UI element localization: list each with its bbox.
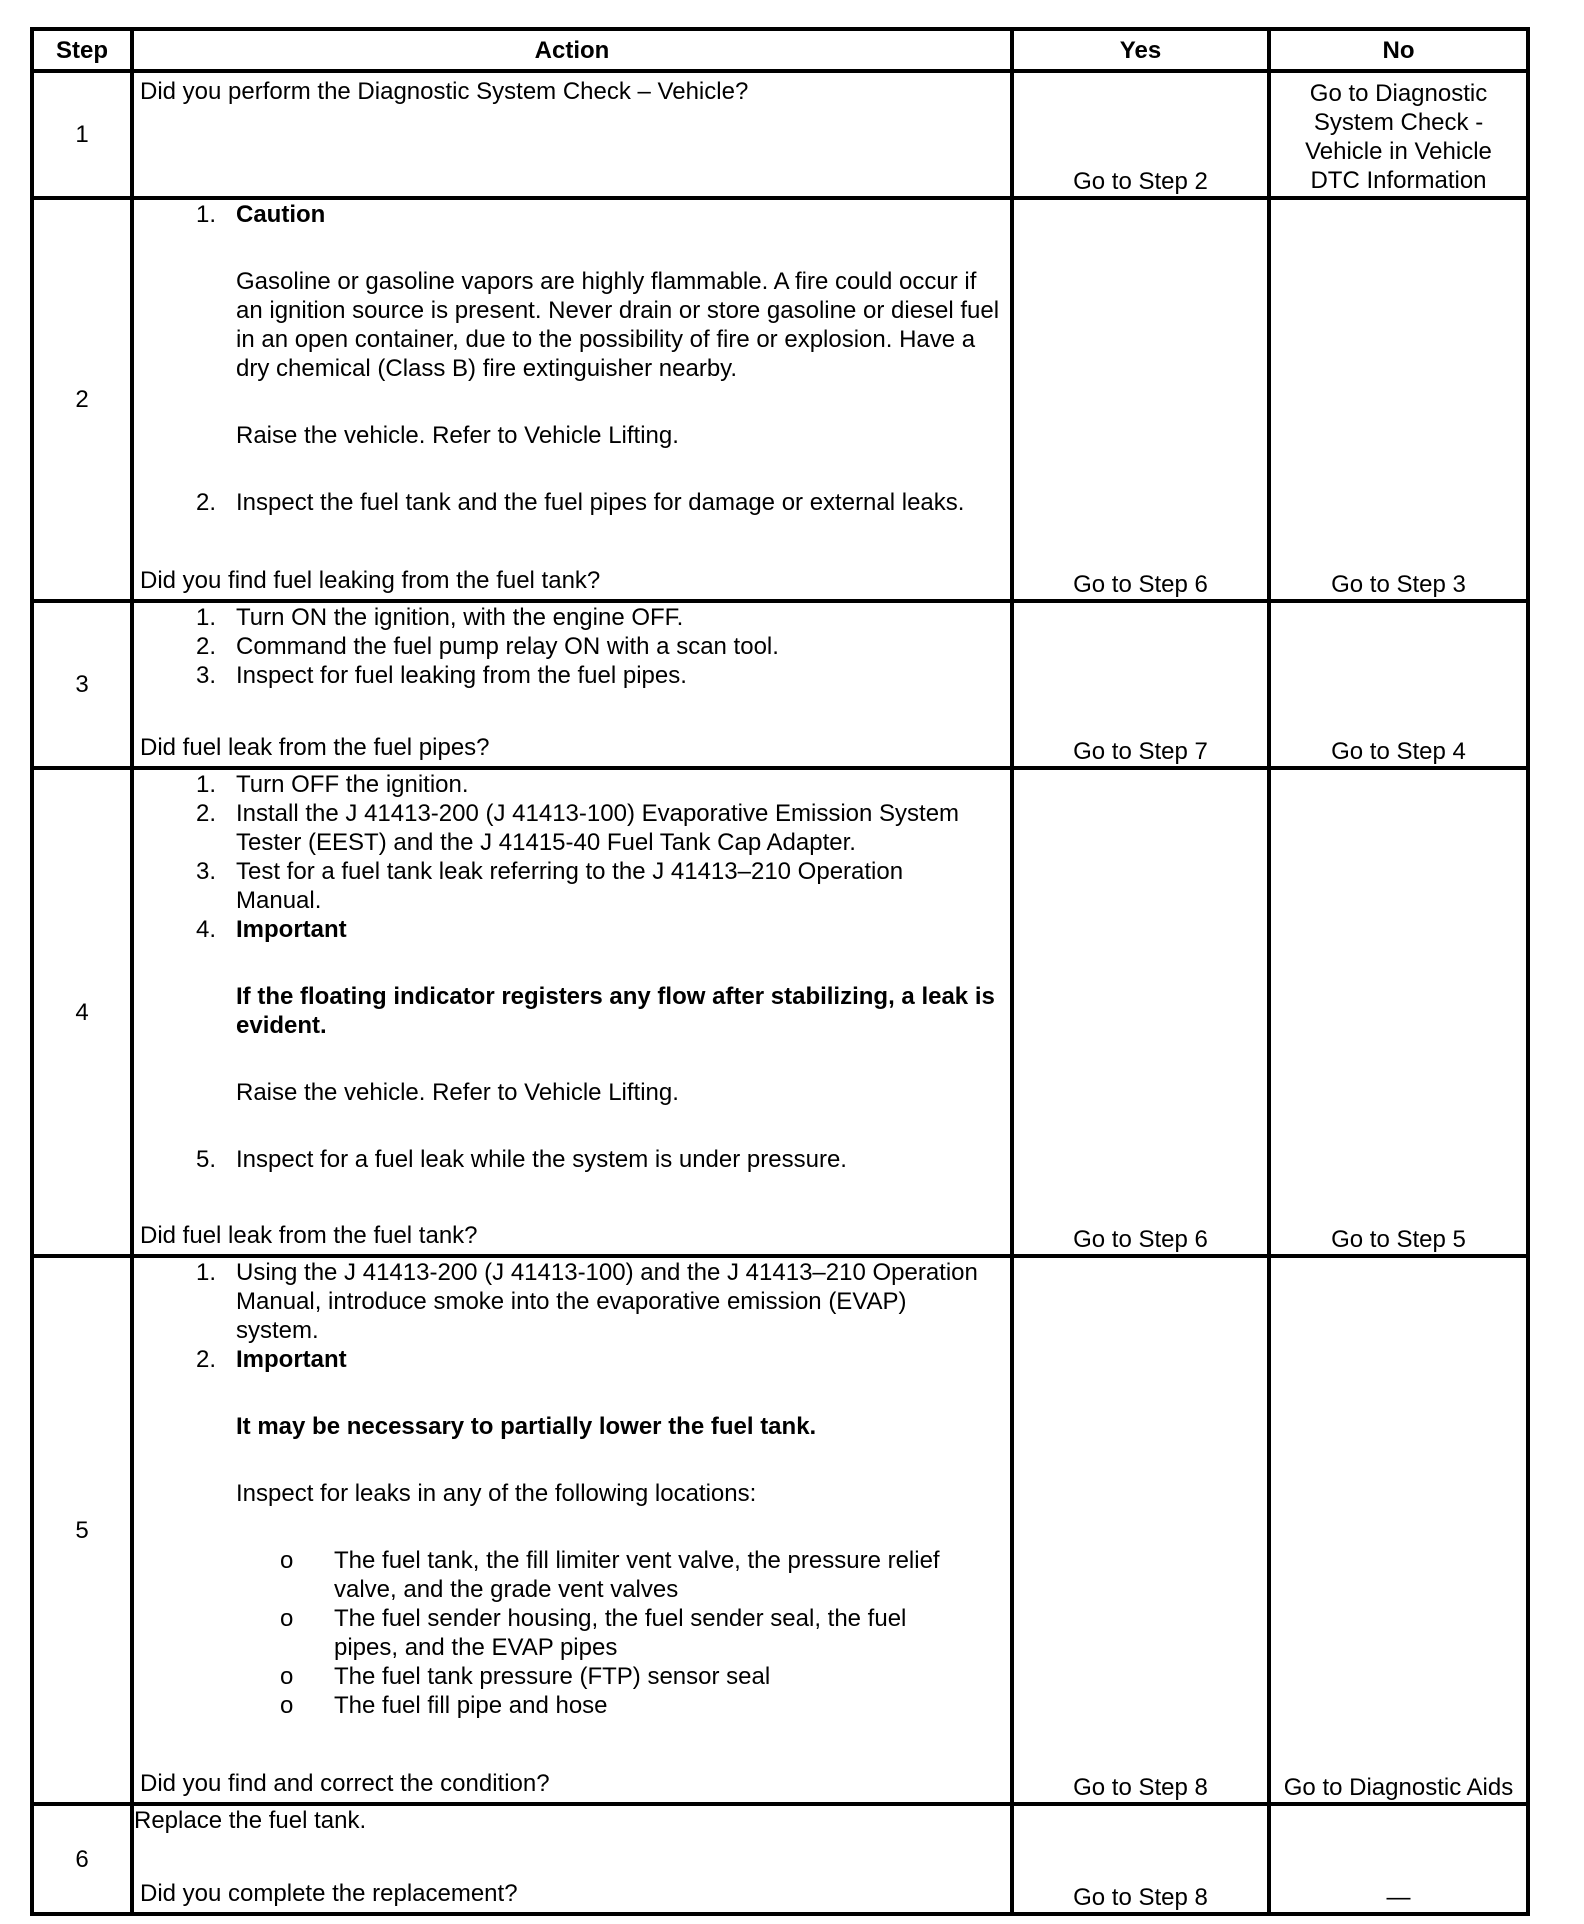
table-row — [32, 1256, 1528, 1804]
question-text: Did you find fuel leaking from the fuel tank? — [140, 567, 601, 594]
instruction-text: Inspect for leaks in any of the following locations: — [236, 1480, 757, 1507]
yes-cell: Go to Step 6 — [1012, 768, 1269, 1256]
list-item — [134, 661, 1010, 690]
bullet-item — [280, 1662, 1010, 1691]
action-cell — [132, 198, 1012, 601]
table-row — [32, 601, 1528, 768]
bullet-icon: o — [280, 1547, 294, 1574]
table-row — [32, 768, 1528, 1256]
question-text: Did you perform the Diagnostic System Check – Vehicle? — [140, 78, 749, 105]
item-number: 3. — [196, 662, 217, 689]
action-cell — [132, 768, 1012, 1256]
no-cell: Go to Step 5 — [1269, 768, 1528, 1256]
yes-cell: Go to Step 7 — [1012, 601, 1269, 768]
no-cell: Go to Step 4 — [1269, 601, 1528, 768]
bullet-item — [280, 1604, 1010, 1662]
item-number: 1. — [196, 201, 217, 228]
caution-text: Gasoline or gasoline vapors are highly flammable. A fire could occur if an ignition source is present. Never drain or store gasoline or diesel fuel in an open container, due to the possibility of fire or explosion. Have a dry chemical (Class B) fire extinguisher nearby. — [236, 268, 1000, 382]
item-number: 2. — [196, 1346, 217, 1373]
caution-title: Caution — [236, 201, 326, 228]
step-number: 3 — [32, 601, 132, 768]
header-action: Action — [132, 29, 1012, 71]
item-text: Inspect for fuel leaking from the fuel pipes. — [236, 662, 687, 689]
list-item — [134, 1145, 1010, 1174]
item-text: Turn ON the ignition, with the engine OFF. — [236, 604, 684, 631]
item-text: Install the J 41413-200 (J 41413-100) Evaporative Emission System Tester (EEST) and the J 41415-40 Fuel Tank Cap Adapter. — [236, 800, 960, 856]
yes-cell: Go to Step 8 — [1012, 1256, 1269, 1804]
item-number: 4. — [196, 916, 217, 943]
instruction-text: Replace the fuel tank. — [134, 1807, 367, 1834]
no-cell: Go to Diagnostic Aids — [1269, 1256, 1528, 1804]
bullet-icon: o — [280, 1663, 294, 1690]
no-line: System Check - — [1313, 109, 1484, 136]
no-cell — [1269, 71, 1528, 198]
table-row — [32, 1804, 1528, 1914]
yes-cell: Go to Step 8 — [1012, 1804, 1269, 1914]
item-text: Inspect the fuel tank and the fuel pipes for damage or external leaks. — [236, 489, 965, 516]
yes-cell: Go to Step 6 — [1012, 198, 1269, 601]
bullet-text: The fuel sender housing, the fuel sender seal, the fuel pipes, and the EVAP pipes — [334, 1605, 907, 1661]
yes-cell: Go to Step 2 — [1012, 71, 1269, 198]
item-text: Inspect for a fuel leak while the system is under pressure. — [236, 1146, 847, 1173]
header-step: Step — [32, 29, 132, 71]
item-number: 2. — [196, 489, 217, 516]
bullet-text: The fuel tank pressure (FTP) sensor seal — [334, 1663, 771, 1690]
list-item — [134, 1258, 1010, 1345]
no-cell: Go to Step 3 — [1269, 198, 1528, 601]
item-text: Turn OFF the ignition. — [236, 771, 469, 798]
table-row — [32, 71, 1528, 198]
no-line: Go to Diagnostic — [1309, 80, 1488, 107]
list-item — [134, 632, 1010, 661]
important-note: It may be necessary to partially lower the fuel tank. — [236, 1413, 817, 1440]
step-number: 1 — [32, 71, 132, 198]
bullet-text: The fuel fill pipe and hose — [334, 1692, 608, 1719]
table-row — [32, 198, 1528, 601]
question-text: Did you complete the replacement? — [140, 1880, 518, 1907]
bullet-item — [280, 1546, 1010, 1604]
list-item — [134, 603, 1010, 632]
question-text: Did you find and correct the condition? — [140, 1770, 550, 1797]
question-text: Did fuel leak from the fuel tank? — [140, 1222, 478, 1249]
action-cell — [132, 1804, 1012, 1914]
step-number: 2 — [32, 198, 132, 601]
action-cell — [132, 1256, 1012, 1804]
list-item — [134, 857, 1010, 915]
item-number: 1. — [196, 1259, 217, 1286]
list-item — [134, 200, 1010, 229]
item-number: 1. — [196, 604, 217, 631]
no-line: Vehicle in Vehicle — [1305, 138, 1492, 165]
list-item — [134, 799, 1010, 857]
item-text: Test for a fuel tank leak referring to the J 41413–210 Operation Manual. — [236, 858, 904, 914]
list-item — [134, 770, 1010, 799]
item-text: Command the fuel pump relay ON with a scan tool. — [236, 633, 779, 660]
important-title: Important — [236, 1346, 347, 1373]
header-yes: Yes — [1012, 29, 1269, 71]
item-number: 2. — [196, 800, 217, 827]
bullet-text: The fuel tank, the fill limiter vent valve, the pressure relief valve, and the grade vent valves — [334, 1547, 940, 1603]
item-number: 3. — [196, 858, 217, 885]
no-cell: — — [1269, 1804, 1528, 1914]
important-note: If the floating indicator registers any flow after stabilizing, a leak is evident. — [236, 983, 995, 1039]
list-item — [134, 915, 1010, 944]
list-item — [134, 1345, 1010, 1374]
no-line: DTC Information — [1310, 167, 1487, 194]
step-number: 6 — [32, 1804, 132, 1914]
instruction-text: Raise the vehicle. Refer to Vehicle Lifting. — [236, 1079, 679, 1106]
step-number: 4 — [32, 768, 132, 1256]
diagnostic-table — [30, 27, 1530, 1916]
item-text: Using the J 41413-200 (J 41413-100) and the J 41413–210 Operation Manual, introduce smoke into the evaporative emission (EVAP) system. — [236, 1259, 978, 1344]
action-cell — [132, 601, 1012, 768]
item-number: 1. — [196, 771, 217, 798]
important-title: Important — [236, 916, 347, 943]
item-number: 2. — [196, 633, 217, 660]
bullet-icon: o — [280, 1605, 294, 1632]
item-number: 5. — [196, 1146, 217, 1173]
bullet-icon: o — [280, 1692, 294, 1719]
list-item — [134, 488, 1010, 517]
bullet-item — [280, 1691, 1010, 1720]
instruction-text: Raise the vehicle. Refer to Vehicle Lifting. — [236, 422, 679, 449]
header-no: No — [1269, 29, 1528, 71]
question-text: Did fuel leak from the fuel pipes? — [140, 734, 490, 761]
action-cell — [132, 71, 1012, 198]
header-row — [32, 29, 1528, 71]
step-number: 5 — [32, 1256, 132, 1804]
